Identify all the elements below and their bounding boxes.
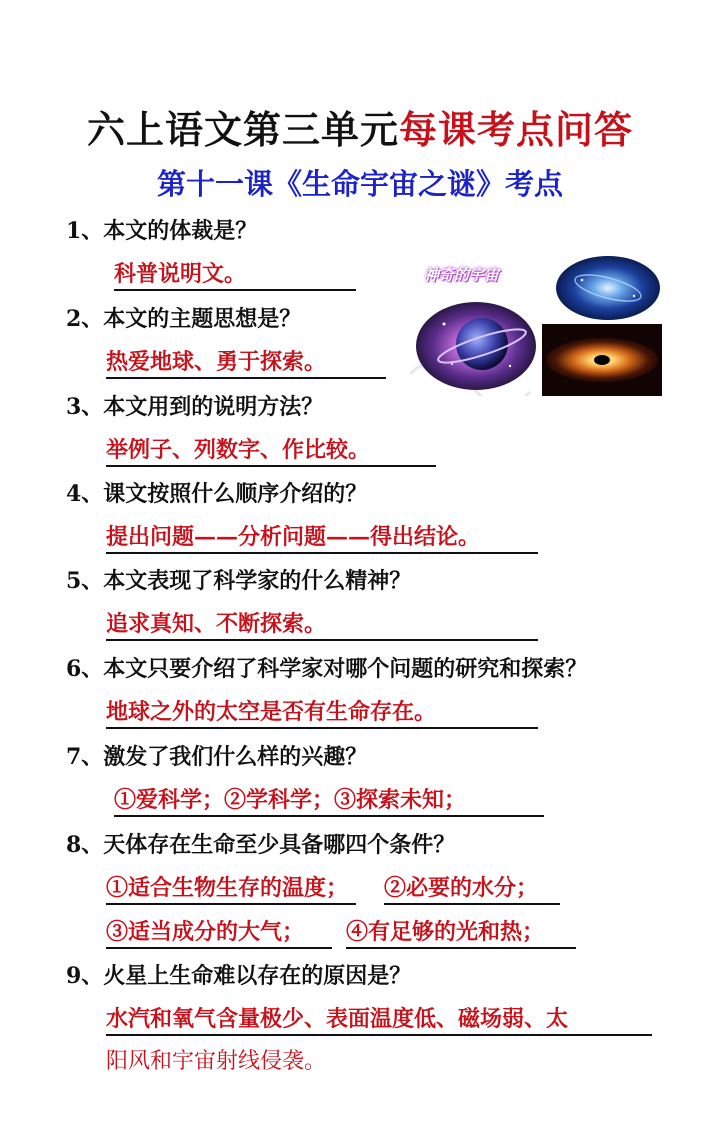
answer-7: ①爱科学；②学科学；③探索未知； (114, 786, 544, 817)
planet-ring-image (416, 302, 536, 390)
question-7: 7、激发了我们什么样的兴趣？ (66, 744, 368, 770)
lesson-subtitle: 第十一课《生命宇宙之谜》考点 (156, 167, 563, 201)
answer-2: 热爱地球、勇于探索。 (106, 348, 386, 379)
question-3: 3、本文用到的说明方法？ (66, 394, 324, 420)
question-6: 6、本文只要介绍了科学家对哪个问题的研究和探索？ (66, 656, 588, 682)
accretion-disk-image (542, 324, 662, 396)
question-4: 4、课文按照什么顺序介绍的？ (66, 481, 368, 507)
title-part-1: 六上语文第三单元 (86, 107, 399, 152)
answer-3: 举例子、列数字、作比较。 (106, 436, 436, 467)
answer-6: 地球之外的太空是否有生命存在。 (106, 698, 538, 729)
answer-8-part-3: ③适当成分的大气； (106, 918, 332, 949)
answer-8-part-2: ②必要的水分； (384, 874, 560, 905)
answer-4: 提出问题——分析问题——得出结论。 (106, 523, 538, 554)
image-caption: 神奇的宇宙 (424, 266, 500, 284)
galaxy-image (556, 256, 660, 320)
page-title (0, 108, 720, 152)
question-8: 8、天体存在生命至少具备哪四个条件？ (66, 832, 456, 858)
answer-1: 科普说明文。 (114, 260, 356, 291)
universe-image-collage (410, 254, 662, 396)
title-part-2: 每课考点问答 (399, 107, 634, 152)
question-2: 2、本文的主题思想是？ (66, 306, 302, 332)
answer-5: 追求真知、不断探索。 (106, 610, 538, 641)
answer-9-line-1: 水汽和氧气含量极少、表面温度低、磁场弱、太 (106, 1005, 652, 1036)
answer-8-part-1: ①适合生物生存的温度； (106, 874, 356, 905)
answer-9-line-2: 阳风和宇宙射线侵袭。 (106, 1049, 327, 1074)
answer-8-part-4: ④有足够的光和热； (346, 918, 576, 949)
question-5: 5、本文表现了科学家的什么精神？ (66, 568, 412, 594)
question-1: 1、本文的体裁是？ (66, 218, 258, 244)
question-9: 9、火星上生命难以存在的原因是？ (66, 963, 412, 989)
